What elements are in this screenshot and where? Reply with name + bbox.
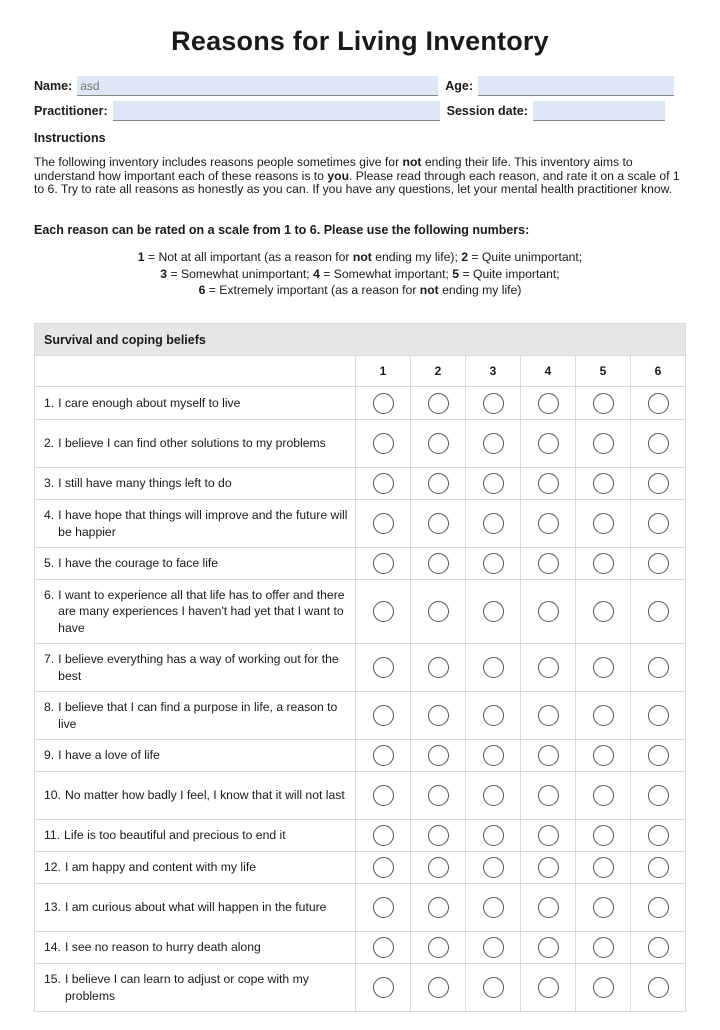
rating-cell xyxy=(356,644,411,692)
question-text xyxy=(35,884,356,932)
rating-cell xyxy=(521,772,576,820)
rating-radio-6[interactable] xyxy=(648,473,669,494)
question-row xyxy=(35,420,686,468)
rating-cell xyxy=(631,884,686,932)
rating-cell xyxy=(631,692,686,740)
rating-cell xyxy=(356,852,411,884)
rating-cell xyxy=(521,852,576,884)
question-label: I believe I can find other solutions to my problems xyxy=(58,436,326,451)
rating-cell xyxy=(411,820,466,852)
rating-radio-6[interactable] xyxy=(648,857,669,878)
rating-radio-3[interactable] xyxy=(483,601,504,622)
rating-cell xyxy=(521,932,576,964)
rating-radio-6[interactable] xyxy=(648,785,669,806)
question-row xyxy=(35,884,686,932)
rating-cell xyxy=(521,420,576,468)
question-number: 8. xyxy=(44,700,55,715)
rating-radio-2[interactable] xyxy=(428,553,449,574)
rating-radio-3[interactable] xyxy=(483,513,504,534)
scale-legend-line-3: 6 = Extremely important (as a reason for not ending my life) xyxy=(198,283,522,298)
rating-radio-6[interactable] xyxy=(648,601,669,622)
rating-radio-1[interactable] xyxy=(373,745,394,766)
question-number: 10. xyxy=(44,788,61,803)
rating-radio-3[interactable] xyxy=(483,473,504,494)
question-text xyxy=(35,580,356,644)
rating-radio-1[interactable] xyxy=(373,601,394,622)
rating-cell xyxy=(631,820,686,852)
rating-radio-4[interactable] xyxy=(538,473,559,494)
rating-radio-3[interactable] xyxy=(483,825,504,846)
name-age-row xyxy=(34,75,682,97)
inventory-table xyxy=(34,323,686,1012)
rating-cell xyxy=(466,548,521,580)
rating-cell xyxy=(521,548,576,580)
question-text xyxy=(35,500,356,548)
rating-cell xyxy=(631,964,686,1012)
rating-cell xyxy=(356,420,411,468)
question-row xyxy=(35,740,686,772)
rating-radio-3[interactable] xyxy=(483,393,504,414)
question-number: 9. xyxy=(44,748,55,763)
rating-radio-1[interactable] xyxy=(373,553,394,574)
rating-radio-2[interactable] xyxy=(428,601,449,622)
rating-radio-1[interactable] xyxy=(373,513,394,534)
question-row xyxy=(35,548,686,580)
scale-legend-line-2: 3 = Somewhat unimportant; 4 = Somewhat important; 5 = Quite important; xyxy=(160,266,560,281)
rating-cell xyxy=(631,500,686,548)
rating-radio-2[interactable] xyxy=(428,785,449,806)
question-number: 14. xyxy=(44,940,61,955)
question-label: I have hope that things will improve and the future will be happier xyxy=(58,508,348,539)
rating-radio-4[interactable] xyxy=(538,393,559,414)
rating-cell xyxy=(631,387,686,420)
rating-radio-6[interactable] xyxy=(648,745,669,766)
question-row xyxy=(35,932,686,964)
rating-radio-2[interactable] xyxy=(428,745,449,766)
question-text xyxy=(35,644,356,692)
rating-radio-2[interactable] xyxy=(428,473,449,494)
session-date-label: Session date: xyxy=(446,104,528,118)
rating-radio-5[interactable] xyxy=(593,513,614,534)
rating-cell xyxy=(576,692,631,740)
rating-radio-2[interactable] xyxy=(428,825,449,846)
rating-cell xyxy=(411,500,466,548)
rating-radio-6[interactable] xyxy=(648,657,669,678)
question-label: Life is too beautiful and precious to end it xyxy=(64,828,286,843)
rating-radio-1[interactable] xyxy=(373,897,394,918)
question-number: 5. xyxy=(44,556,55,571)
rating-radio-2[interactable] xyxy=(428,705,449,726)
session-date-field[interactable] xyxy=(533,101,665,121)
question-text xyxy=(35,548,356,580)
question-label: I believe I can learn to adjust or cope with my problems xyxy=(64,972,309,1003)
rating-cell xyxy=(521,644,576,692)
rating-radio-1[interactable] xyxy=(373,393,394,414)
question-number: 15. xyxy=(44,972,61,987)
rating-cell xyxy=(356,387,411,420)
rating-cell xyxy=(356,820,411,852)
rating-cell xyxy=(356,884,411,932)
rating-radio-5[interactable] xyxy=(593,825,614,846)
rating-cell xyxy=(466,772,521,820)
question-text xyxy=(35,692,356,740)
question-row xyxy=(35,580,686,644)
rating-cell xyxy=(466,884,521,932)
column-4-label: 4 xyxy=(521,356,576,387)
rating-cell xyxy=(576,964,631,1012)
rating-cell xyxy=(631,580,686,644)
rating-cell xyxy=(466,740,521,772)
rating-radio-4[interactable] xyxy=(538,513,559,534)
rating-cell xyxy=(631,548,686,580)
rating-cell xyxy=(631,468,686,500)
rating-radio-6[interactable] xyxy=(648,937,669,958)
rating-cell xyxy=(521,884,576,932)
rating-cell xyxy=(411,884,466,932)
rating-cell xyxy=(631,420,686,468)
rating-radio-1[interactable] xyxy=(373,937,394,958)
age-field[interactable] xyxy=(478,76,674,96)
rating-radio-3[interactable] xyxy=(483,745,504,766)
question-number: 2. xyxy=(44,436,55,451)
rating-cell xyxy=(356,772,411,820)
rating-cell xyxy=(356,548,411,580)
question-text xyxy=(35,772,356,820)
scale-heading: Each reason can be rated on a scale from 1 to 6. Please use the following numbers: xyxy=(34,223,530,237)
question-label: I have the courage to face life xyxy=(58,556,219,571)
rating-cell xyxy=(466,644,521,692)
rating-radio-5[interactable] xyxy=(593,745,614,766)
name-field[interactable] xyxy=(77,76,438,96)
rating-cell xyxy=(576,852,631,884)
question-label: No matter how badly I feel, I know that it will not last xyxy=(64,788,345,803)
rating-radio-3[interactable] xyxy=(483,553,504,574)
rating-radio-5[interactable] xyxy=(593,897,614,918)
rating-radio-2[interactable] xyxy=(428,433,449,454)
question-row xyxy=(35,468,686,500)
rating-cell xyxy=(411,852,466,884)
rating-radio-1[interactable] xyxy=(373,473,394,494)
name-label: Name: xyxy=(34,79,73,93)
rating-radio-3[interactable] xyxy=(483,785,504,806)
question-text xyxy=(35,932,356,964)
column-6-label: 6 xyxy=(631,356,686,387)
rating-cell xyxy=(411,580,466,644)
rating-radio-4[interactable] xyxy=(538,657,559,678)
question-row xyxy=(35,964,686,1012)
rating-radio-1[interactable] xyxy=(373,857,394,878)
question-number: 12. xyxy=(44,860,61,875)
rating-cell xyxy=(521,500,576,548)
rating-radio-2[interactable] xyxy=(428,513,449,534)
rating-cell xyxy=(576,932,631,964)
rating-cell xyxy=(411,420,466,468)
rating-cell xyxy=(411,740,466,772)
rating-radio-1[interactable] xyxy=(373,825,394,846)
rating-radio-5[interactable] xyxy=(593,705,614,726)
rating-radio-5[interactable] xyxy=(593,785,614,806)
rating-radio-3[interactable] xyxy=(483,657,504,678)
rating-radio-5[interactable] xyxy=(593,601,614,622)
rating-radio-5[interactable] xyxy=(593,857,614,878)
question-row xyxy=(35,692,686,740)
question-label: I want to experience all that life has to offer and there are many experiences I haven't had yet that I want to have xyxy=(58,588,345,635)
question-row xyxy=(35,500,686,548)
question-row xyxy=(35,852,686,884)
rating-cell xyxy=(576,644,631,692)
rating-radio-4[interactable] xyxy=(538,553,559,574)
rating-cell xyxy=(631,740,686,772)
rating-radio-4[interactable] xyxy=(538,705,559,726)
rating-cell xyxy=(521,692,576,740)
rating-cell xyxy=(631,932,686,964)
rating-cell xyxy=(356,740,411,772)
question-text xyxy=(35,964,356,1012)
rating-radio-4[interactable] xyxy=(538,601,559,622)
question-number: 4. xyxy=(44,508,55,523)
rating-cell xyxy=(411,964,466,1012)
blank-cell xyxy=(35,356,356,387)
rating-cell xyxy=(466,468,521,500)
rating-radio-4[interactable] xyxy=(538,897,559,918)
rating-cell xyxy=(521,387,576,420)
question-label: I believe that I can find a purpose in life, a reason to live xyxy=(58,700,338,731)
rating-cell xyxy=(411,548,466,580)
rating-cell xyxy=(576,772,631,820)
question-text xyxy=(35,468,356,500)
rating-cell xyxy=(576,500,631,548)
rating-radio-5[interactable] xyxy=(593,393,614,414)
rating-radio-6[interactable] xyxy=(648,393,669,414)
rating-cell xyxy=(521,580,576,644)
section-header-row xyxy=(35,324,686,356)
question-label: I am curious about what will happen in the future xyxy=(64,900,327,915)
question-number: 11. xyxy=(44,828,61,843)
question-text xyxy=(35,820,356,852)
rating-radio-6[interactable] xyxy=(648,977,669,998)
question-row xyxy=(35,820,686,852)
question-label: I care enough about myself to live xyxy=(58,395,241,410)
question-text xyxy=(35,420,356,468)
question-label: I still have many things left to do xyxy=(58,476,232,491)
scale-legend xyxy=(0,249,720,299)
question-text xyxy=(35,387,356,420)
rating-radio-3[interactable] xyxy=(483,897,504,918)
question-row xyxy=(35,387,686,420)
rating-cell xyxy=(521,468,576,500)
rating-radio-6[interactable] xyxy=(648,897,669,918)
rating-cell xyxy=(356,692,411,740)
rating-cell xyxy=(521,964,576,1012)
rating-cell xyxy=(411,387,466,420)
instructions-text: The following inventory includes reasons people sometimes give for not ending their life. This inventory aims to understand how important each of these reasons is to you. Please read through each reason, and rate it on a scale of 1 to 6. Try to rate all reasons as honestly as you can. If you have any questions, let your mental health practitioner know. xyxy=(34,155,680,197)
rating-cell xyxy=(521,820,576,852)
rating-cell xyxy=(631,644,686,692)
rating-radio-4[interactable] xyxy=(538,785,559,806)
rating-radio-1[interactable] xyxy=(373,705,394,726)
rating-cell xyxy=(576,580,631,644)
rating-cell xyxy=(576,884,631,932)
question-row xyxy=(35,772,686,820)
question-label: I have a love of life xyxy=(58,748,160,763)
rating-radio-1[interactable] xyxy=(373,433,394,454)
rating-radio-2[interactable] xyxy=(428,393,449,414)
section-title: Survival and coping beliefs xyxy=(35,324,686,356)
rating-radio-1[interactable] xyxy=(373,657,394,678)
scale-number-row xyxy=(35,356,686,387)
question-label: I am happy and content with my life xyxy=(64,860,256,875)
rating-radio-6[interactable] xyxy=(648,513,669,534)
question-text xyxy=(35,852,356,884)
rating-radio-1[interactable] xyxy=(373,977,394,998)
column-5-label: 5 xyxy=(576,356,631,387)
rating-cell xyxy=(576,740,631,772)
rating-cell xyxy=(411,692,466,740)
rating-cell xyxy=(631,772,686,820)
rating-radio-2[interactable] xyxy=(428,657,449,678)
rating-radio-5[interactable] xyxy=(593,433,614,454)
instructions-heading: Instructions xyxy=(34,131,106,145)
rating-cell xyxy=(356,500,411,548)
rating-cell xyxy=(466,820,521,852)
rating-radio-4[interactable] xyxy=(538,937,559,958)
rating-cell xyxy=(521,740,576,772)
rating-cell xyxy=(466,932,521,964)
rating-radio-3[interactable] xyxy=(483,705,504,726)
rating-cell xyxy=(356,964,411,1012)
rating-radio-5[interactable] xyxy=(593,473,614,494)
rating-radio-2[interactable] xyxy=(428,897,449,918)
rating-radio-6[interactable] xyxy=(648,825,669,846)
rating-radio-5[interactable] xyxy=(593,937,614,958)
rating-cell xyxy=(356,580,411,644)
rating-cell xyxy=(411,468,466,500)
rating-radio-2[interactable] xyxy=(428,977,449,998)
practitioner-label: Practitioner: xyxy=(34,104,108,118)
rating-cell xyxy=(576,387,631,420)
column-2-label: 2 xyxy=(411,356,466,387)
question-label: I see no reason to hurry death along xyxy=(64,940,261,955)
rating-cell xyxy=(576,548,631,580)
rating-radio-2[interactable] xyxy=(428,857,449,878)
rating-cell xyxy=(631,852,686,884)
question-number: 1. xyxy=(44,395,55,410)
rating-radio-5[interactable] xyxy=(593,657,614,678)
rating-radio-1[interactable] xyxy=(373,785,394,806)
question-text xyxy=(35,740,356,772)
practitioner-field[interactable] xyxy=(113,101,440,121)
rating-radio-4[interactable] xyxy=(538,857,559,878)
rating-cell xyxy=(411,932,466,964)
rating-radio-6[interactable] xyxy=(648,553,669,574)
rating-cell xyxy=(576,820,631,852)
rating-radio-5[interactable] xyxy=(593,977,614,998)
question-label: I believe everything has a way of working out for the best xyxy=(58,652,339,683)
rating-cell xyxy=(466,964,521,1012)
rating-cell xyxy=(466,692,521,740)
rating-radio-4[interactable] xyxy=(538,745,559,766)
rating-radio-4[interactable] xyxy=(538,825,559,846)
rating-cell xyxy=(356,468,411,500)
practitioner-session-row xyxy=(34,100,682,122)
rating-cell xyxy=(576,468,631,500)
rating-cell xyxy=(466,387,521,420)
rating-radio-5[interactable] xyxy=(593,553,614,574)
rating-cell xyxy=(466,852,521,884)
page-title: Reasons for Living Inventory xyxy=(171,26,549,56)
rating-cell xyxy=(356,932,411,964)
column-1-label: 1 xyxy=(356,356,411,387)
rating-cell xyxy=(411,644,466,692)
rating-radio-3[interactable] xyxy=(483,977,504,998)
scale-legend-line-1: 1 = Not at all important (as a reason for not ending my life); 2 = Quite unimportant; xyxy=(137,250,583,264)
rating-radio-3[interactable] xyxy=(483,857,504,878)
question-number: 7. xyxy=(44,652,55,667)
question-row xyxy=(35,644,686,692)
question-number: 6. xyxy=(44,588,55,603)
rating-cell xyxy=(466,420,521,468)
rating-radio-6[interactable] xyxy=(648,705,669,726)
rating-radio-3[interactable] xyxy=(483,433,504,454)
rating-cell xyxy=(411,772,466,820)
question-number: 13. xyxy=(44,900,61,915)
rating-radio-6[interactable] xyxy=(648,433,669,454)
question-number: 3. xyxy=(44,476,55,491)
rating-cell xyxy=(466,500,521,548)
rating-cell xyxy=(466,580,521,644)
age-label: Age: xyxy=(445,79,473,93)
rating-radio-3[interactable] xyxy=(483,937,504,958)
rating-radio-4[interactable] xyxy=(538,433,559,454)
column-3-label: 3 xyxy=(466,356,521,387)
rating-radio-4[interactable] xyxy=(538,977,559,998)
rating-radio-2[interactable] xyxy=(428,937,449,958)
rating-cell xyxy=(576,420,631,468)
